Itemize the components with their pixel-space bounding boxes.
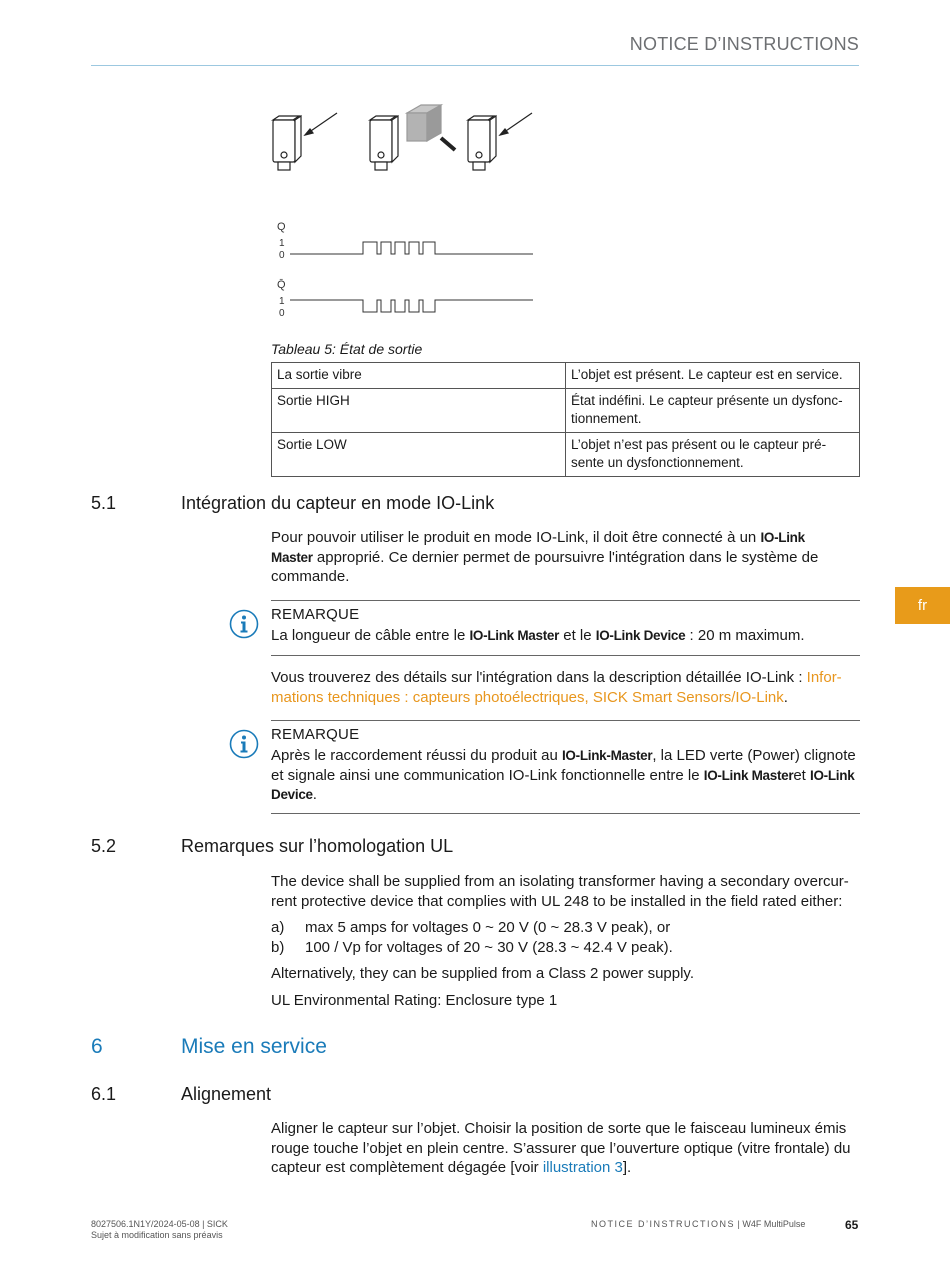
table-cell: L’objet est présent. Le capteur est en service. <box>566 363 860 389</box>
footer-subject: Sujet à modification sans préavis <box>91 1230 223 1240</box>
paragraph <box>271 528 860 587</box>
text-run: Pour pouvoir utiliser le produit en mode IO-Link, il doit être connecté à un <box>271 529 761 546</box>
footer-product: | W4F MultiPulse <box>735 1219 806 1229</box>
text-run: capteur est complètement dégagée [voir <box>271 1159 543 1176</box>
list-marker: a) <box>271 919 285 936</box>
note-title: REMARQUE <box>271 606 360 623</box>
q-one-label: 1 <box>279 238 285 249</box>
text-run: rent protective device that complies with UL 248 to be installed in the field rated either: <box>271 892 843 910</box>
cell-line: État indéfini. Le capteur présente un dysfonc- <box>571 393 843 408</box>
q-bar-one-label: 1 <box>279 296 285 307</box>
bold-term: IO-Link Master <box>703 767 794 783</box>
sensor-3-icon <box>468 113 532 170</box>
bold-term: IO-Link <box>810 767 855 783</box>
table-row <box>272 389 860 433</box>
note-rule-bottom <box>271 813 860 814</box>
q-bar-label: Q̄ <box>277 279 286 291</box>
bold-term: Master <box>271 549 313 565</box>
footer-doc-type: NOTICE D’INSTRUCTIONS <box>591 1219 735 1229</box>
paragraph <box>271 872 860 911</box>
footer-center <box>591 1219 805 1229</box>
info-icon <box>229 609 259 639</box>
table-cell: Sortie LOW <box>272 433 566 477</box>
text-run: commande. <box>271 568 350 585</box>
output-state-table <box>271 362 860 477</box>
list-text: max 5 amps for voltages 0 ~ 20 V (0 ~ 28.3 V peak), or <box>305 919 671 936</box>
paragraph: UL Environmental Rating: Enclosure type 1 <box>271 992 558 1009</box>
doc-link[interactable]: mations techniques : capteurs photoélectriques, SICK Smart Sensors/IO-Link <box>271 688 784 706</box>
note-title: REMARQUE <box>271 726 360 743</box>
note-rule-top <box>271 720 860 721</box>
text-run: La longueur de câble entre le <box>271 627 470 644</box>
chapter-title: Mise en service <box>181 1035 327 1058</box>
section-title: Remarques sur l’homologation UL <box>181 836 454 856</box>
q-bar-signal <box>290 300 533 312</box>
text-run: The device shall be supplied from an isolating transformer having a secondary overcur- <box>271 873 849 890</box>
text-run: : 20 m maximum. <box>685 627 805 644</box>
table-caption: Tableau 5: État de sortie <box>271 341 423 357</box>
info-icon <box>229 729 259 759</box>
text-run: et le <box>559 627 596 644</box>
bold-term: IO-Link <box>760 530 805 545</box>
header-title: NOTICE D’INSTRUCTIONS <box>629 34 859 54</box>
output-state-figure <box>265 95 545 330</box>
cell-line: tionnement. <box>571 411 642 426</box>
cell-line: L’objet n’est pas présent ou le capteur pré- <box>571 437 827 452</box>
bold-term: IO-Link-Master <box>561 748 653 763</box>
q-zero-label: 0 <box>279 250 285 261</box>
list-item <box>271 938 860 958</box>
section-number: 6.1 <box>91 1084 117 1104</box>
sensor-1-icon <box>273 113 337 170</box>
note-text <box>271 626 860 646</box>
paragraph: Alternatively, they can be supplied from a Class 2 power supply. <box>271 965 694 982</box>
bold-term: Device <box>271 787 313 802</box>
text-run: . <box>783 688 788 706</box>
q-bar-zero-label: 0 <box>279 308 285 319</box>
section-number: 5.1 <box>91 493 117 513</box>
list-item <box>271 918 860 938</box>
text-run: et <box>793 766 811 784</box>
rating-list <box>271 918 860 957</box>
q-label: Q <box>277 221 286 233</box>
bold-term: IO-Link Device <box>595 628 686 643</box>
footer-left <box>91 1219 228 1241</box>
footer-doc-id: 8027506.1N1Y/2024-05-08 | SICK <box>91 1219 228 1229</box>
table-cell: La sortie vibre <box>272 363 566 389</box>
sensor-2-icon <box>370 105 455 170</box>
text-run: approprié. Ce dernier permet de poursuivre l'intégration dans le système de <box>312 548 819 566</box>
paragraph <box>271 668 860 707</box>
cell-line: sente un dysfonctionnement. <box>571 455 744 470</box>
note-rule-bottom <box>271 655 860 656</box>
text-run: rouge touche l’objet en plein centre. S’assurer que l’ouverture optique (vitre frontale) du <box>271 1139 851 1157</box>
section-title: Alignement <box>181 1084 272 1104</box>
text-run: Après le raccordement réussi du produit au <box>271 747 562 764</box>
table-cell <box>566 433 860 477</box>
note-rule-top <box>271 600 860 601</box>
table-row <box>272 433 860 477</box>
page-number: 65 <box>845 1218 859 1232</box>
text-run: ]. <box>622 1159 632 1176</box>
section-title: Intégration du capteur en mode IO-Link <box>181 493 495 513</box>
q-signal <box>290 242 533 254</box>
text-run: Vous trouverez des détails sur l'intégration dans la description détaillée IO-Link : <box>271 669 807 686</box>
table-row <box>272 363 860 389</box>
note-text <box>271 746 860 805</box>
section-number: 5.2 <box>91 836 117 856</box>
list-marker: b) <box>271 938 285 956</box>
text-run: , la LED verte (Power) clignote <box>652 747 856 764</box>
chapter-number: 6 <box>91 1035 103 1058</box>
bold-term: IO-Link Master <box>469 628 560 643</box>
table-cell <box>566 389 860 433</box>
illustration-link[interactable]: illustration 3 <box>542 1159 623 1176</box>
text-run: . <box>312 786 317 803</box>
table-cell: Sortie HIGH <box>272 389 566 433</box>
language-tab[interactable]: fr <box>895 587 950 624</box>
text-run: et signale ainsi une communication IO-Link fonctionnelle entre le <box>271 766 704 784</box>
text-run: Aligner le capteur sur l’objet. Choisir la position de sorte que le faisceau lumineux émis <box>271 1120 847 1137</box>
doc-link[interactable]: Infor- <box>806 669 842 686</box>
header-rule <box>91 65 859 66</box>
list-text: 100 / Vp for voltages of 20 ~ 30 V (28.3 ~ 42.4 V peak). <box>305 938 673 956</box>
paragraph <box>271 1119 860 1178</box>
